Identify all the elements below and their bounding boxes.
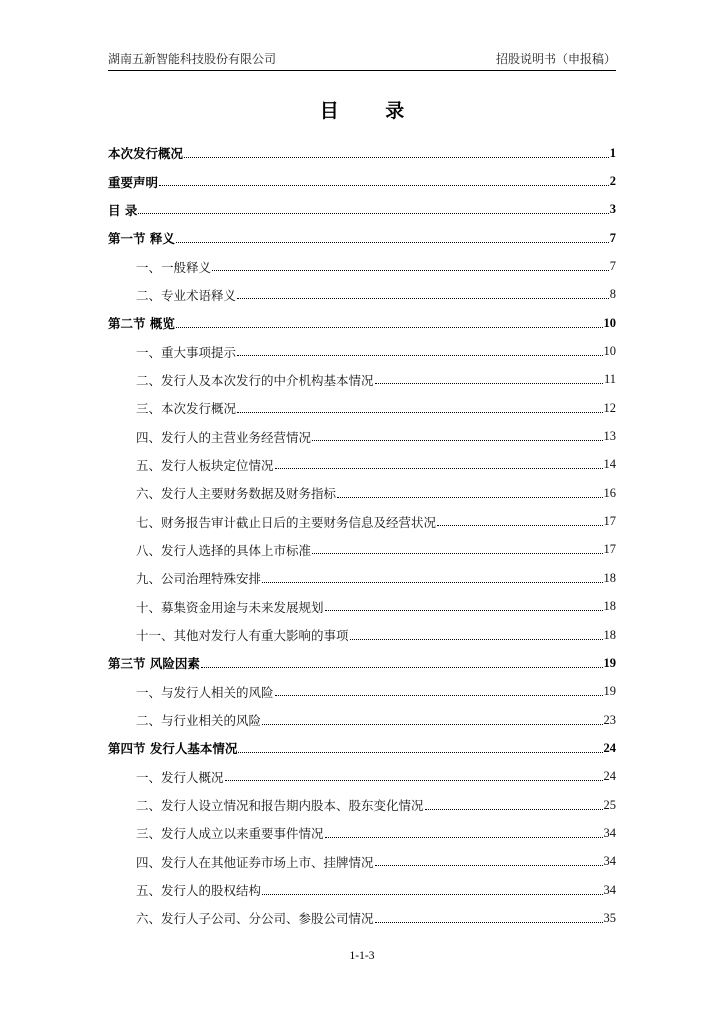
toc-entry-page: 14	[603, 457, 616, 472]
toc-entry-page: 17	[603, 542, 616, 557]
toc-entry-page: 18	[603, 599, 616, 614]
toc-subsection-entry[interactable]	[108, 819, 616, 847]
toc-entry-label: 目 录	[108, 202, 138, 218]
toc-entry-page: 8	[609, 287, 616, 302]
toc-subsection-entry[interactable]	[108, 593, 616, 621]
toc-entry-label: 七、财务报告审计截止日后的主要财务信息及经营状况	[136, 514, 437, 530]
toc-section-entry[interactable]	[108, 167, 616, 195]
toc-entry-page: 10	[603, 315, 616, 330]
toc-subsection-entry[interactable]	[108, 366, 616, 394]
dot-leader	[325, 837, 603, 838]
toc-entry-label: 四、发行人的主营业务经营情况	[136, 429, 312, 445]
toc-entry-label: 二、发行人设立情况和报告期内股本、股东变化情况	[136, 798, 424, 814]
dot-leader	[138, 213, 608, 214]
toc-subsection-entry[interactable]	[108, 763, 616, 791]
header-company-name: 湖南五新智能科技股份有限公司	[108, 52, 277, 66]
toc-subsection-entry[interactable]	[108, 252, 616, 280]
page-header	[108, 50, 616, 68]
toc-subsection-entry[interactable]	[108, 451, 616, 479]
toc-subsection-entry[interactable]	[108, 904, 616, 932]
toc-subsection-entry[interactable]	[108, 848, 616, 876]
toc-section-entry[interactable]	[108, 734, 616, 762]
dot-leader	[275, 695, 603, 696]
dot-leader	[437, 525, 602, 526]
toc-subsection-entry[interactable]	[108, 791, 616, 819]
toc-entry-label: 第三节 风险因素	[108, 656, 200, 672]
toc-subsection-entry[interactable]	[108, 876, 616, 904]
toc-section-entry[interactable]	[108, 309, 616, 337]
toc-entry-page: 13	[603, 429, 616, 444]
toc-entry-label: 六、发行人主要财务数据及财务指标	[136, 486, 337, 502]
toc-entry-label: 四、发行人在其他证券市场上市、挂牌情况	[136, 854, 374, 870]
toc-entry-label: 一、与发行人相关的风险	[136, 684, 274, 700]
dot-leader	[350, 639, 603, 640]
toc-entry-label: 十一、其他对发行人有重大影响的事项	[136, 628, 349, 644]
toc-entry-label: 二、专业术语释义	[136, 287, 237, 303]
toc-section-entry[interactable]	[108, 224, 616, 252]
toc-subsection-entry[interactable]	[108, 422, 616, 450]
toc-entry-page: 11	[603, 372, 616, 387]
toc-subsection-entry[interactable]	[108, 394, 616, 422]
toc-entry-label: 三、发行人成立以来重要事件情况	[136, 826, 324, 842]
toc-entry-page: 12	[603, 400, 616, 415]
toc-entry-page: 2	[609, 174, 616, 189]
toc-entry-label: 九、公司治理特殊安排	[136, 571, 262, 587]
dot-leader	[212, 270, 609, 271]
header-divider	[108, 70, 616, 71]
toc-entry-page: 19	[603, 655, 616, 670]
toc-entry-label: 第二节 概览	[108, 316, 175, 332]
toc-entry-page: 35	[603, 910, 616, 925]
toc-entry-page: 7	[609, 230, 616, 245]
page-title: 目 录	[319, 100, 425, 122]
dot-leader	[262, 894, 602, 895]
toc-entry-page: 24	[603, 769, 616, 784]
toc-entry-label: 一、重大事项提示	[136, 344, 237, 360]
toc-entry-page: 17	[603, 514, 616, 529]
toc-subsection-entry[interactable]	[108, 337, 616, 365]
toc-entry-page: 18	[603, 627, 616, 642]
toc-entry-page: 24	[603, 740, 616, 755]
toc-entry-label: 八、发行人选择的具体上市标准	[136, 542, 312, 558]
header-document-type: 招股说明书（申报稿）	[495, 52, 616, 66]
dot-leader	[176, 242, 609, 243]
toc-entry-page: 34	[603, 854, 616, 869]
toc-entry-page: 34	[603, 882, 616, 897]
dot-leader	[375, 922, 603, 923]
dot-leader	[237, 355, 602, 356]
toc-entry-page: 19	[603, 684, 616, 699]
toc-subsection-entry[interactable]	[108, 507, 616, 535]
toc-entry-page: 10	[603, 344, 616, 359]
toc-entry-page: 1	[609, 145, 616, 160]
dot-leader	[201, 667, 603, 668]
page-number: 1-1-3	[349, 950, 375, 962]
toc-entry-label: 本次发行概况	[108, 146, 184, 162]
dot-leader	[159, 185, 609, 186]
dot-leader	[238, 752, 602, 753]
toc-entry-label: 十、募集资金用途与未来发展规划	[136, 599, 324, 615]
dot-leader	[176, 327, 603, 328]
dot-leader	[312, 553, 602, 554]
toc-entry-label: 二、发行人及本次发行的中介机构基本情况	[136, 372, 374, 388]
toc-entry-label: 六、发行人子公司、分公司、参股公司情况	[136, 911, 374, 927]
toc-entry-page: 3	[609, 202, 616, 217]
dot-leader	[262, 724, 602, 725]
toc-subsection-entry[interactable]	[108, 536, 616, 564]
toc-section-entry[interactable]	[108, 139, 616, 167]
dot-leader	[325, 610, 603, 611]
dot-leader	[312, 440, 602, 441]
toc-entry-page: 34	[603, 825, 616, 840]
toc-entry-label: 第四节 发行人基本情况	[108, 741, 238, 757]
toc-entry-label: 一、发行人概况	[136, 769, 224, 785]
toc-section-entry[interactable]	[108, 649, 616, 677]
toc-subsection-entry[interactable]	[108, 706, 616, 734]
toc-subsection-entry[interactable]	[108, 678, 616, 706]
toc-entry-page: 16	[603, 485, 616, 500]
dot-leader	[184, 157, 609, 158]
toc-entry-page: 18	[603, 570, 616, 585]
dot-leader	[275, 468, 603, 469]
dot-leader	[375, 865, 603, 866]
dot-leader	[237, 298, 609, 299]
dot-leader	[337, 497, 602, 498]
dot-leader	[237, 412, 602, 413]
toc-entry-label: 五、发行人的股权结构	[136, 883, 262, 899]
toc-entry-label: 第一节 释义	[108, 231, 175, 247]
toc-entry-label: 五、发行人板块定位情况	[136, 457, 274, 473]
table-of-contents	[108, 139, 616, 933]
dot-leader	[225, 780, 603, 781]
toc-entry-label: 三、本次发行概况	[136, 401, 237, 417]
toc-entry-page: 25	[603, 797, 616, 812]
toc-entry-page: 7	[609, 259, 616, 274]
toc-subsection-entry[interactable]	[108, 564, 616, 592]
toc-entry-page: 23	[603, 712, 616, 727]
toc-section-entry[interactable]	[108, 196, 616, 224]
toc-entry-label: 重要声明	[108, 174, 159, 190]
dot-leader	[262, 582, 602, 583]
toc-entry-label: 二、与行业相关的风险	[136, 713, 262, 729]
toc-subsection-entry[interactable]	[108, 621, 616, 649]
toc-entry-label: 一、一般释义	[136, 259, 212, 275]
dot-leader	[375, 383, 603, 384]
dot-leader	[425, 809, 603, 810]
toc-subsection-entry[interactable]	[108, 281, 616, 309]
toc-subsection-entry[interactable]	[108, 479, 616, 507]
